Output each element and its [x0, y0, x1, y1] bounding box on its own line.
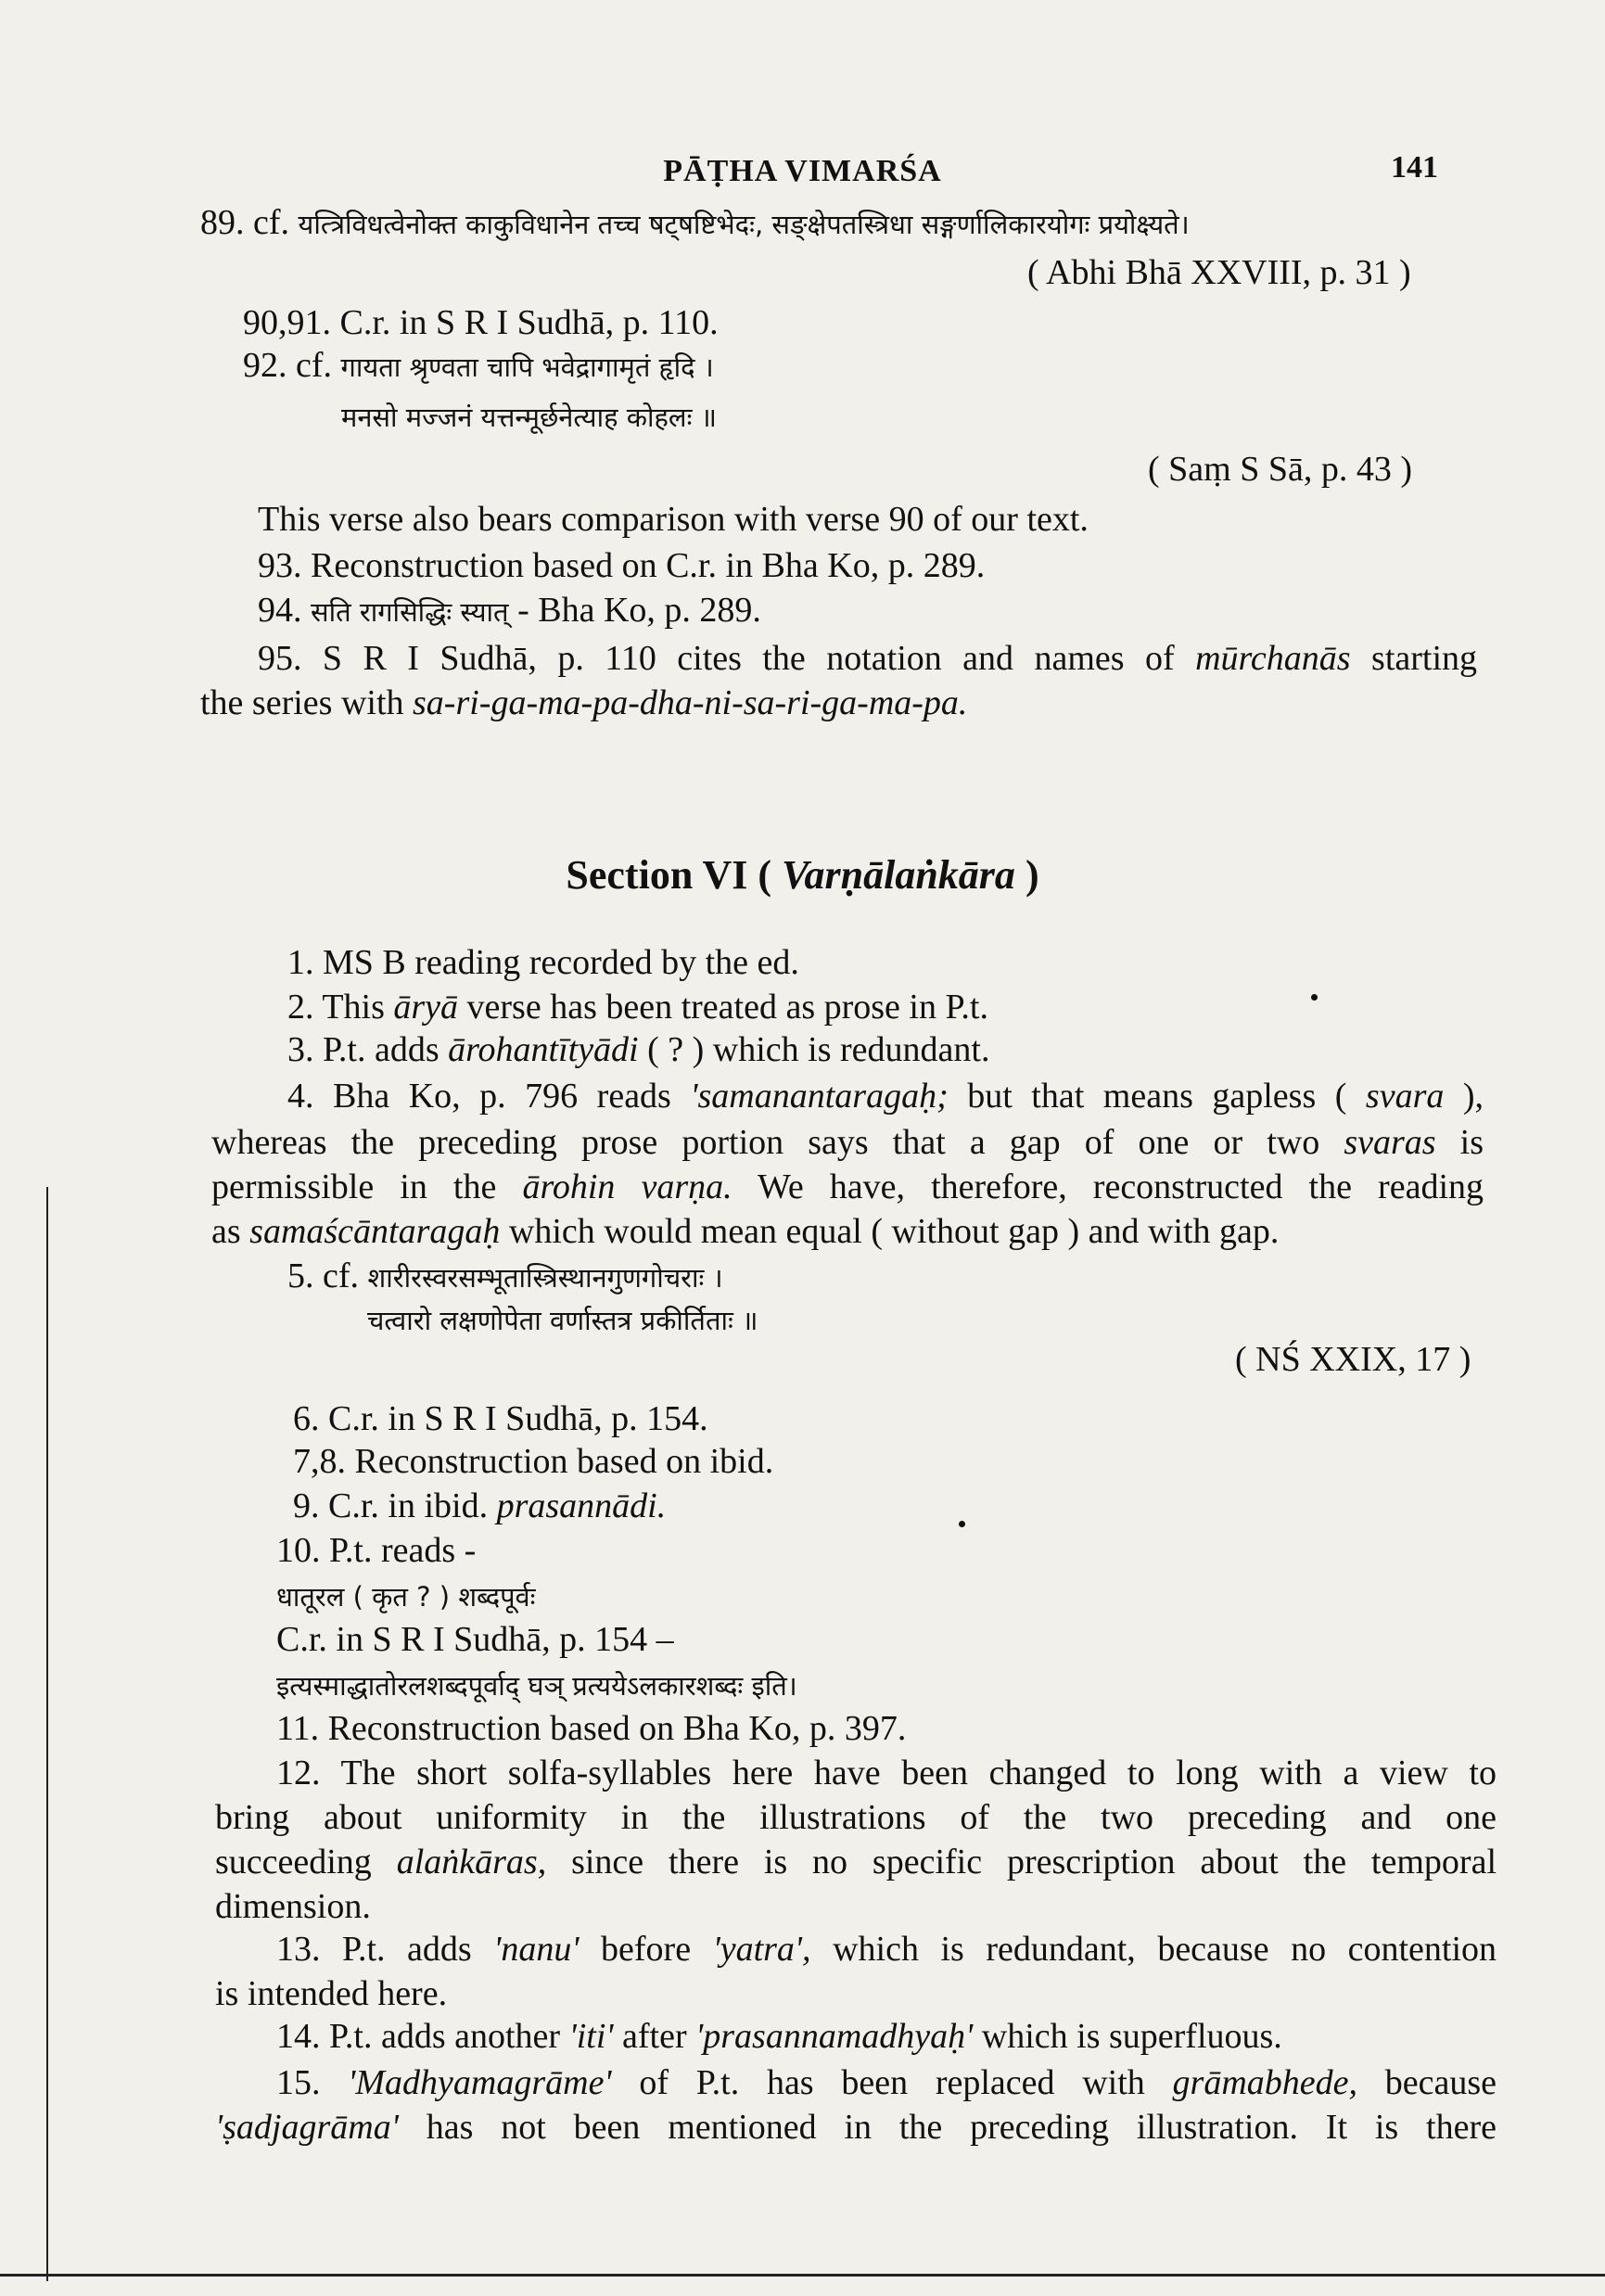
- note-vi-13-a: 13. P.t. adds: [276, 1930, 472, 1969]
- note-94-label: 94.: [258, 591, 302, 630]
- note-vi-14-a: 14. P.t. adds another: [276, 2017, 561, 2056]
- note-94-ref: - Bha Ko, p. 289.: [517, 591, 761, 630]
- note-vi-4-line3: [211, 1167, 1484, 1207]
- note-vi-4-line2: [211, 1122, 1484, 1163]
- note-vi-3-a: 3. P.t. adds: [287, 1030, 439, 1069]
- note-vi-11: 11. Reconstruction based on Bha Ko, p. 397.: [276, 1709, 907, 1748]
- note-vi-13-yatra: 'yatra',: [712, 1930, 811, 1969]
- section-heading: [0, 851, 1605, 899]
- note-vi-4-l4-a: as: [211, 1212, 241, 1251]
- note-vi-7-8: 7,8. Reconstruction based on ibid.: [293, 1442, 774, 1481]
- note-94-sanskrit: सति रागसिद्धिः स्यात्: [311, 596, 509, 628]
- note-93: 93. Reconstruction based on C.r. in Bha Ko, p. 289.: [258, 546, 986, 585]
- note-vi-12-line2: bring about uniformity in the illustrations of the two preceding and one: [215, 1798, 1497, 1837]
- note-95-text-end: starting: [1371, 639, 1478, 678]
- note-92-verse-line2: मनसो मज्जनं यत्तन्मूर्छनेत्याह कोहलः ॥: [341, 402, 718, 433]
- note-vi-15-b: of P.t. has been replaced with: [639, 2063, 1145, 2102]
- note-95-text: 95. S R I Sudhā, p. 110 cites the notation and names of: [258, 639, 1175, 678]
- note-94: [258, 590, 761, 632]
- note-vi-9-a: 9. C.r. in ibid.: [293, 1486, 489, 1525]
- note-95-series-label: the series with: [200, 683, 404, 722]
- note-vi-5: [287, 1256, 723, 1298]
- scan-speck: [959, 1521, 965, 1527]
- note-vi-2-b: verse has been treated as prose in P.t.: [466, 988, 988, 1027]
- note-vi-4-svara: svara: [1365, 1077, 1445, 1116]
- note-vi-4-a: 4. Bha Ko, p. 796 reads: [287, 1077, 671, 1116]
- note-vi-4-b: but that means gapless (: [967, 1077, 1347, 1116]
- note-vi-2-a: 2. This: [287, 988, 385, 1027]
- note-vi-15-l2-b: has not been mentioned in the preceding illustration. It is there: [426, 2108, 1497, 2147]
- note-89: [200, 202, 1190, 245]
- note-90-91: 90,91. C.r. in S R I Sudhā, p. 110.: [243, 303, 719, 342]
- note-vi-1: 1. MS B reading recorded by the ed.: [287, 943, 799, 982]
- note-vi-9: [293, 1486, 666, 1526]
- note-vi-14-iti: 'iti': [568, 2017, 614, 2056]
- note-vi-4-svaras: svaras: [1344, 1123, 1436, 1162]
- page-number: 141: [1391, 150, 1438, 185]
- page-edge-line: [46, 1187, 48, 2281]
- note-vi-4-term: 'samanantaragaḥ;: [690, 1077, 949, 1116]
- note-vi-5-verse-line2: चत्वारो लक्षणोपेता वर्णास्तत्र प्रकीर्तिताः ॥: [367, 1305, 758, 1336]
- note-vi-3: [287, 1029, 989, 1070]
- note-vi-14-term: 'prasannamadhyaḥ': [695, 2017, 974, 2056]
- note-vi-15-sadjagrama: 'ṣadjagrāma': [215, 2108, 399, 2147]
- note-vi-4-l2-a: whereas the preceding prose portion says that a gap of one or two: [211, 1123, 1320, 1162]
- note-vi-12-line4: dimension.: [215, 1887, 371, 1926]
- note-vi-4-line1: [287, 1076, 1484, 1116]
- note-vi-4-line4: [211, 1211, 1279, 1252]
- note-vi-4-l3-a: permissible in the: [211, 1167, 497, 1206]
- note-vi-4-l3-b: We have, therefore, reconstructed the reading: [758, 1167, 1484, 1206]
- note-vi-14-c: which is superfluous.: [981, 2017, 1282, 2056]
- note-92-comment: This verse also bears comparison with verse 90 of our text.: [258, 500, 1089, 539]
- note-vi-13-line1: [276, 1929, 1497, 1970]
- note-vi-15-line2: [215, 2107, 1497, 2148]
- note-95-line2: [200, 682, 967, 723]
- note-vi-4-l4-b: which would mean equal ( without gap ) and with gap.: [508, 1212, 1280, 1251]
- note-vi-12-l3-a: succeeding: [215, 1843, 372, 1881]
- note-95-murchanas: mūrchanās: [1195, 639, 1351, 678]
- scan-speck: [1311, 994, 1318, 1001]
- note-vi-3-term: ārohantītyādi: [448, 1030, 639, 1069]
- note-vi-12-line1: 12. The short solfa-syllables here have been changed to long with a view to: [276, 1754, 1497, 1792]
- note-89-ref: ( Abhi Bhā XXVIII, p. 31 ): [1027, 253, 1411, 292]
- note-89-label: 89. cf.: [200, 203, 290, 242]
- note-95-series: sa-ri-ga-ma-pa-dha-ni-sa-ri-ga-ma-pa.: [413, 683, 968, 722]
- note-vi-13-b: before: [601, 1930, 692, 1969]
- note-vi-15-c: because: [1384, 2063, 1497, 2102]
- running-header-title: PĀṬHA VIMARŚA: [663, 154, 942, 188]
- note-vi-5-label: 5. cf.: [287, 1256, 360, 1295]
- note-vi-4-l2-b: is: [1459, 1123, 1484, 1162]
- note-vi-10-sanskrit: धातूरल ( कृत ? ) शब्दपूर्वः: [276, 1581, 536, 1613]
- note-vi-10-sanskrit2: इत्यस्माद्धातोरलशब्दपूर्वाद् घञ् प्रत्ययेऽलकारशब्दः इति।: [276, 1670, 797, 1702]
- note-vi-3-b: ( ? ) which is redundant.: [647, 1030, 990, 1069]
- section-heading-suffix: ): [1014, 852, 1039, 898]
- note-vi-14-b: after: [622, 2017, 687, 2056]
- note-vi-4-arohin: ārohin varṇa.: [522, 1167, 732, 1206]
- note-vi-15-madhyamagrame: 'Madhyamagrāme': [348, 2063, 612, 2102]
- page-bottom-edge: [0, 2274, 1605, 2277]
- note-vi-13-nanu: 'nanu': [493, 1930, 580, 1969]
- note-vi-13-c: which is redundant, because no contention: [833, 1930, 1497, 1969]
- note-vi-6: 6. C.r. in S R I Sudhā, p. 154.: [293, 1399, 708, 1438]
- note-vi-2-arya: āryā: [393, 988, 459, 1027]
- note-92: [243, 345, 714, 388]
- note-95-line1: [258, 638, 1477, 679]
- note-vi-10-cr: C.r. in S R I Sudhā, p. 154 –: [276, 1620, 674, 1659]
- note-vi-12-alankaras: alaṅkāras,: [396, 1843, 547, 1881]
- note-vi-5-ref: ( NŚ XXIX, 17 ): [1235, 1340, 1471, 1379]
- note-vi-4-samascantaragah: samaścāntaragaḥ: [249, 1212, 501, 1251]
- note-vi-9-term: prasannādi.: [496, 1486, 667, 1525]
- note-vi-10: 10. P.t. reads -: [276, 1531, 477, 1570]
- note-92-ref: ( Saṃ S Sā, p. 43 ): [1148, 450, 1412, 489]
- note-vi-14: [276, 2016, 1282, 2057]
- note-92-label: 92. cf.: [243, 346, 333, 385]
- section-heading-italic: Varṇālaṅkāra: [782, 852, 1015, 898]
- note-vi-15-a: 15.: [276, 2063, 321, 2102]
- note-vi-15-line1: [276, 2062, 1497, 2103]
- note-vi-4-c: ),: [1462, 1077, 1484, 1116]
- note-vi-12-line3: [215, 1842, 1497, 1882]
- note-vi-5-verse-line1: शारीरस्वरसम्भूतास्त्रिस्थानगुणगोचराः ।: [367, 1262, 723, 1294]
- note-92-verse-line1: गायता श्रृण्वता चापि भवेद्रागामृतं हृदि ।: [340, 351, 714, 383]
- note-vi-15-gramabhede: grāmabhede,: [1172, 2063, 1358, 2102]
- section-heading-prefix: Section VI (: [566, 852, 783, 898]
- note-89-sanskrit: यत्त्रिविधत्वेनोक्त काकुविधानेन तच्च षट्षष्टिभेदः, सङ्क्षेपतस्त्रिधा सङ्गर्णालिकारयोगः प्रयोक्ष्यते।: [298, 209, 1190, 240]
- note-vi-13-line2: is intended here.: [215, 1974, 448, 2013]
- note-vi-12-l3-b: since there is no specific prescription about the temporal: [571, 1843, 1497, 1881]
- note-vi-2: [287, 987, 988, 1027]
